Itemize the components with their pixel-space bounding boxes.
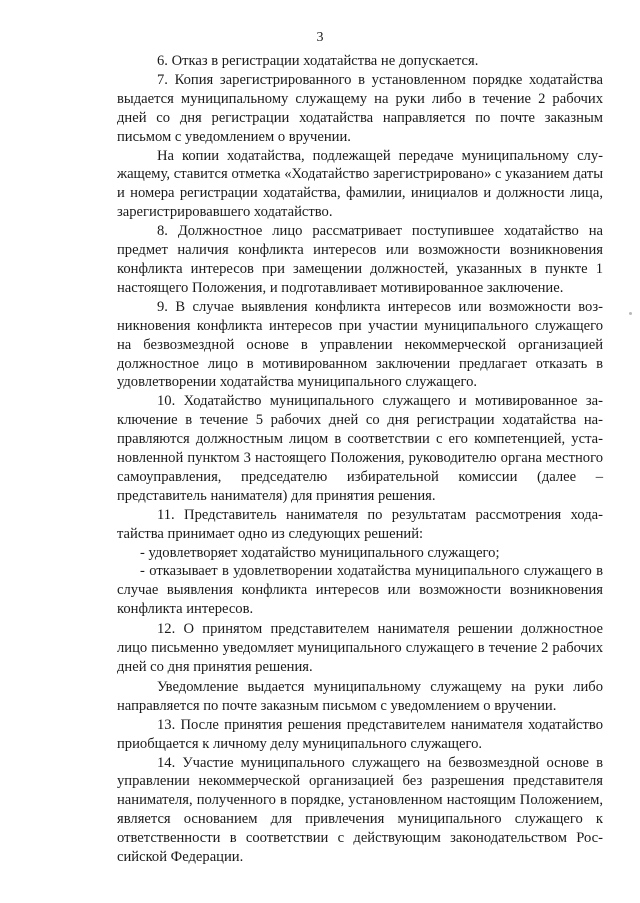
paragraph-10-submission: 10. Ходатайство муниципального служащего и мотивированное заключение в течение 5 рабочих дней со дня регистрации ходатайства направляются должностным лицом в соответствии с его компетенцией, установленной пунктом 3 настоящего Положения, руководителю органа местного самоуправления, председателю избирательной комиссии (далее – представитель нанимателя) для принятия решения. (117, 393, 603, 504)
paragraph-14-liability: 14. Участие муниципального служащего на безвозмездной основе в управлении некоммерческой организацией без разрешения представителя нанимателя, полученного в порядке, установленном настоящим Положением, является основанием для привлечения муниципального служащего к ответственности в соответствии с действующим законодательством Российской Федерации. (117, 754, 603, 866)
paragraph-11-decisions: 11. Представитель нанимателя по результатам рассмотрения ходатайства принимает одно из следующих решений: (117, 506, 603, 542)
document-body (117, 52, 603, 867)
paragraph-6-refusal-not-allowed: 6. Отказ в регистрации ходатайства не допускается. (157, 53, 479, 69)
paragraph-copy-registration-mark: На копии ходатайства, подлежащей передаче муниципальному служащему, ставится отметка «Ходатайство зарегистрировано» с указанием даты и номера регистрации ходатайства, фамилии, инициалов и должности лица, зарегистрировавшего ходатайство. (117, 147, 603, 221)
paragraph-12-notification: 12. О принятом представителем нанимателя решении должностное лицо письменно уведомляет муниципального служащего в течение 2 рабочих дней со дня принятия решения. (117, 621, 603, 675)
paragraph-9-conflict-refusal: 9. В случае выявления конфликта интересов или возможности возникновения конфликта интересов при участии муниципального служащего на безвозмездной основе в управлении некоммерческой организацией должностное лицо в мотивированном заключении предлагает отказать в удовлетворении ходатайства муниципального служащего. (117, 298, 603, 391)
paragraph-notification-delivery: Уведомление выдается муниципальному служащему на руки либо направляется по почте заказным письмом с уведомлением о вручении. (117, 678, 603, 714)
paragraph-7-copy-issuance: 7. Копия зарегистрированного в установленном порядке ходатайства выдается муниципальному служащему на руки либо в течение 2 рабочих дней со дня регистрации ходатайства направляется по почте заказным письмом с уведомлением о вручении. (117, 71, 603, 145)
scan-speck (629, 312, 632, 315)
decision-approve-item: - удовлетворяет ходатайство муниципального служащего; (140, 544, 500, 561)
decision-refuse-item: - отказывает в удовлетворении ходатайства муниципального служащего в случае выявления конфликта интересов или возможности возникновения конфликта интересов. (117, 563, 603, 618)
paragraph-8-review: 8. Должностное лицо рассматривает поступившее ходатайство на предмет наличия конфликта интересов или возможности возникновения конфликта интересов при замещении должностей, указанных в пункте 1 настоящего Положения, и подготавливает мотивированное заключение. (117, 223, 603, 296)
paragraph-13-personal-file: 13. После принятия решения представителем нанимателя ходатайство приобщается к личному делу муниципального служащего. (117, 716, 603, 752)
page-number: 3 (316, 30, 324, 45)
